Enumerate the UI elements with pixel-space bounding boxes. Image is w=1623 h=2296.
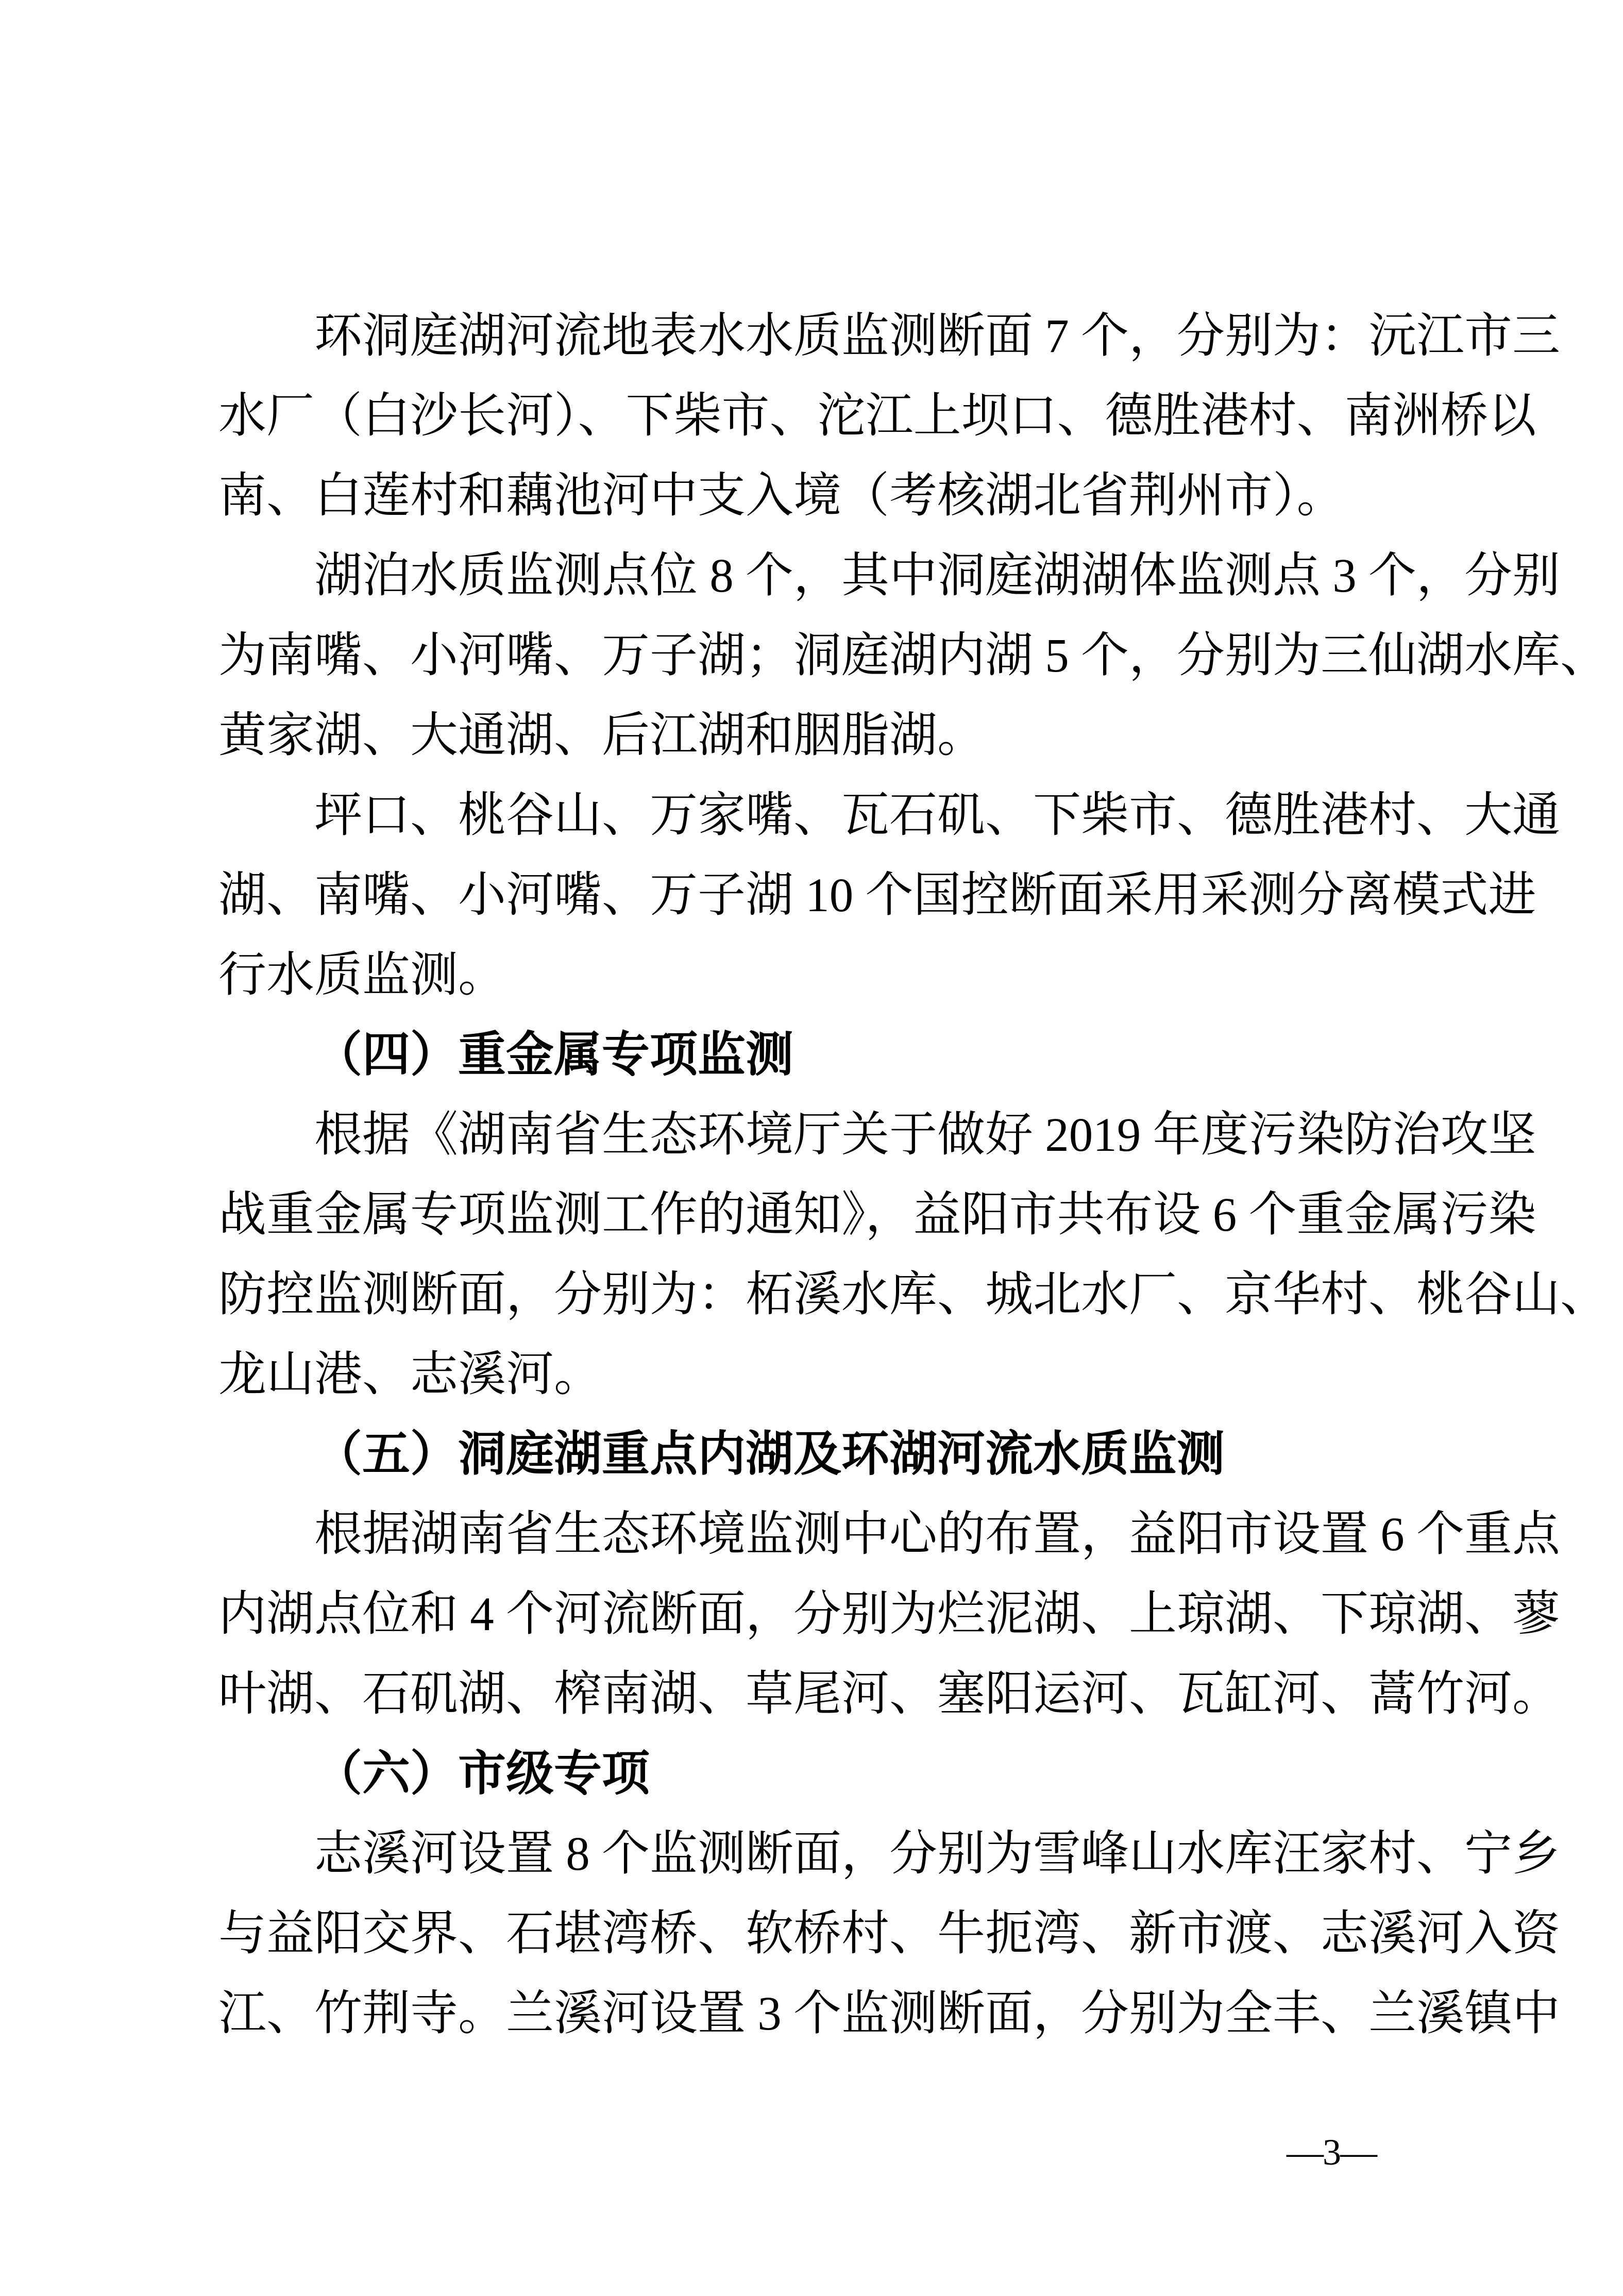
body-line: 根据《湖南省生态环境厅关于做好 2019 年度污染防治攻坚 bbox=[314, 1109, 1536, 1162]
body-line: 为南嘴、小河嘴、万子湖；洞庭湖内湖 5 个，分别为三仙湖水库、 bbox=[218, 629, 1608, 682]
body-line: 环洞庭湖河流地表水水质监测断面 7 个，分别为：沅江市三 bbox=[314, 310, 1560, 363]
section-heading: （四）重金属专项监测 bbox=[314, 1029, 793, 1082]
body-line: 行水质监测。 bbox=[218, 949, 506, 1002]
body-line: 志溪河设置 8 个监测断面，分别为雪峰山水库汪家村、宁乡 bbox=[314, 1828, 1560, 1881]
body-line: 坪口、桃谷山、万家嘴、瓦石矶、下柴市、德胜港村、大通 bbox=[314, 789, 1560, 842]
body-line: 黄家湖、大通湖、后江湖和胭脂湖。 bbox=[218, 709, 985, 762]
body-line: 内湖点位和 4 个河流断面，分别为烂泥湖、上琼湖、下琼湖、蓼 bbox=[218, 1588, 1560, 1641]
body-line: 湖泊水质监测点位 8 个，其中洞庭湖湖体监测点 3 个，分别 bbox=[314, 549, 1560, 602]
body-line: 叶湖、石矶湖、榨南湖、草尾河、塞阳运河、瓦缸河、蒿竹河。 bbox=[218, 1668, 1560, 1721]
body-line: 根据湖南省生态环境监测中心的布置，益阳市设置 6 个重点 bbox=[314, 1508, 1560, 1561]
document-body bbox=[218, 296, 1608, 2054]
body-line: 湖、南嘴、小河嘴、万子湖 10 个国控断面采用采测分离模式进 bbox=[218, 869, 1536, 922]
body-line: 南、白莲村和藕池河中支入境（考核湖北省荆州市）。 bbox=[218, 470, 1345, 523]
body-line: 防控监测断面，分别为：柘溪水库、城北水厂、京华村、桃谷山、 bbox=[218, 1268, 1608, 1321]
body-line: 战重金属专项监测工作的通知》，益阳市共布设 6 个重金属污染 bbox=[218, 1188, 1536, 1242]
page-number: —3— bbox=[1287, 2132, 1376, 2173]
body-line: 江、竹荆寺。兰溪河设置 3 个监测断面，分别为全丰、兰溪镇中 bbox=[218, 1987, 1560, 2040]
body-line: 与益阳交界、石堪湾桥、软桥村、牛扼湾、新市渡、志溪河入资 bbox=[218, 1907, 1560, 1960]
body-line: 水厂（白沙长河）、下柴市、沱江上坝口、德胜港村、南洲桥以 bbox=[218, 390, 1536, 443]
section-heading: （五）洞庭湖重点内湖及环湖河流水质监测 bbox=[314, 1428, 1225, 1481]
section-heading: （六）市级专项 bbox=[314, 1748, 650, 1801]
body-line: 龙山港、志溪河。 bbox=[218, 1348, 602, 1401]
